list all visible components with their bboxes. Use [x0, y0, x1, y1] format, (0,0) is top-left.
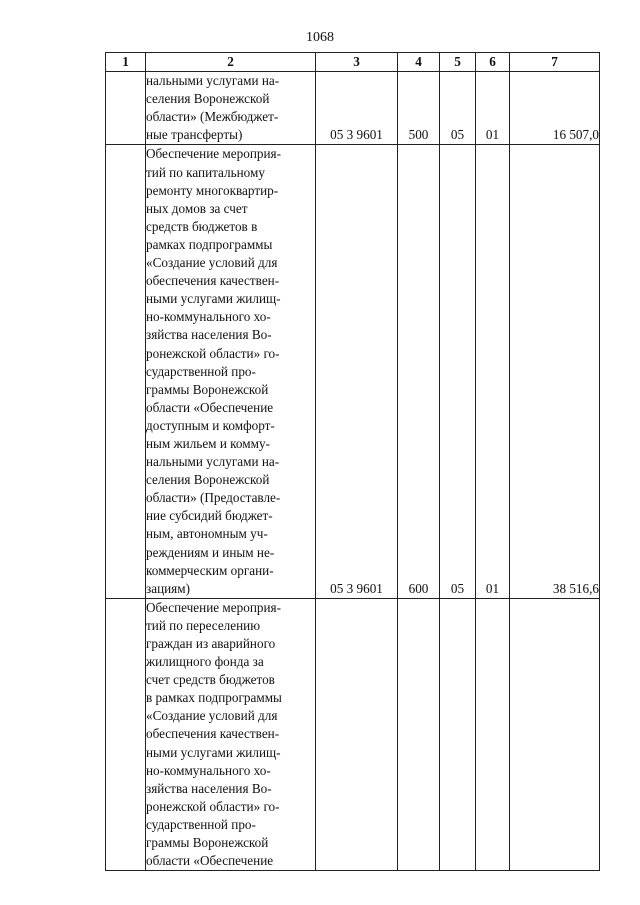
description-line: ние субсидий бюджет- [146, 508, 273, 524]
amount-cell: 38 516,6 [510, 145, 600, 598]
col6-cell: 01 [476, 72, 510, 145]
description-line: ных домов за счет [146, 200, 248, 216]
header-cell-6: 6 [476, 53, 510, 72]
description-line: граммы Воронежской [146, 381, 269, 397]
col5-cell: 05 [440, 72, 476, 145]
description-line: доступным и комфорт- [146, 417, 275, 433]
header-row [106, 53, 600, 72]
header-cell-5: 5 [440, 53, 476, 72]
description-line: ронежской области» го- [146, 345, 280, 361]
description-line: жилищного фонда за [146, 654, 264, 670]
col6-cell [476, 598, 510, 870]
description-line: ными услугами жилищ- [146, 291, 281, 307]
description-line: «Создание условий для [146, 708, 278, 724]
description-line: сударственной про- [146, 816, 256, 832]
row-number-cell [106, 72, 146, 145]
description-line: ным, автономным уч- [146, 526, 268, 542]
description-line: Обеспечение мероприя- [146, 146, 281, 162]
row-number-cell [106, 598, 146, 870]
description-line: счет средств бюджетов [146, 672, 275, 688]
description-line: селения Воронежской [146, 472, 270, 488]
description-line: ремонту многоквартир- [146, 182, 279, 198]
table-row [106, 145, 600, 598]
description-line: сударственной про- [146, 363, 256, 379]
description-line: граждан из аварийного [146, 636, 276, 651]
description-line: ным жильем и комму- [146, 435, 270, 451]
description-cell [146, 145, 316, 598]
description-line: коммерческим органи- [146, 562, 274, 578]
description-line: ными услугами жилищ- [146, 744, 281, 760]
description-line: «Создание условий для [146, 255, 278, 271]
description-line: Обеспечение мероприя- [146, 599, 281, 615]
amount-cell [510, 598, 600, 870]
description-line: области» (Межбюджет- [146, 109, 279, 125]
code-cell: 05 3 9601 [316, 145, 398, 598]
description-line: граммы Воронежской [146, 835, 269, 851]
description-line: реждениям и иным не- [146, 544, 275, 560]
description-line: нальными услугами на- [146, 73, 280, 89]
description-line: тий по капитальному [146, 164, 265, 180]
col6-cell: 01 [476, 145, 510, 598]
col4-cell: 500 [398, 72, 440, 145]
table-row [106, 598, 600, 870]
description-line: зяйства населения Во- [146, 780, 272, 796]
page-number: 1068 [306, 30, 334, 45]
description-line: ронежской области» го- [146, 798, 280, 814]
description-line: области «Обеспечение [146, 853, 274, 869]
description-line: нальными услугами на- [146, 454, 280, 470]
description-cell [146, 72, 316, 145]
description-line: селения Воронежской [146, 91, 270, 107]
col4-cell: 600 [398, 145, 440, 598]
description-line: тий по переселению [146, 617, 261, 633]
description-line: но-коммунального хо- [146, 762, 271, 778]
description-line: рамках подпрограммы [146, 236, 273, 252]
description-line: средств бюджетов в [146, 218, 258, 234]
description-line: области» (Предоставле- [146, 490, 281, 506]
table-row [106, 72, 600, 145]
amount-cell: 16 507,0 [510, 72, 600, 145]
description-line: но-коммунального хо- [146, 309, 271, 325]
code-cell [316, 598, 398, 870]
description-line: зяйства населения Во- [146, 327, 272, 343]
header-cell-2: 2 [146, 53, 316, 72]
description-line: обеспечения качествен- [146, 726, 280, 742]
header-cell-1: 1 [106, 53, 146, 72]
code-cell: 05 3 9601 [316, 72, 398, 145]
description-cell [146, 598, 316, 870]
header-cell-3: 3 [316, 53, 398, 72]
col4-cell [398, 598, 440, 870]
description-line: области «Обеспечение [146, 399, 274, 415]
description-line: обеспечения качествен- [146, 273, 280, 289]
budget-table [105, 52, 600, 871]
description-line: зациям) [146, 580, 190, 596]
description-line: ные трансферты) [146, 127, 243, 143]
col5-cell: 05 [440, 145, 476, 598]
row-number-cell [106, 145, 146, 598]
header-cell-4: 4 [398, 53, 440, 72]
col5-cell [440, 598, 476, 870]
header-cell-7: 7 [510, 53, 600, 72]
description-line: в рамках подпрограммы [146, 690, 282, 706]
